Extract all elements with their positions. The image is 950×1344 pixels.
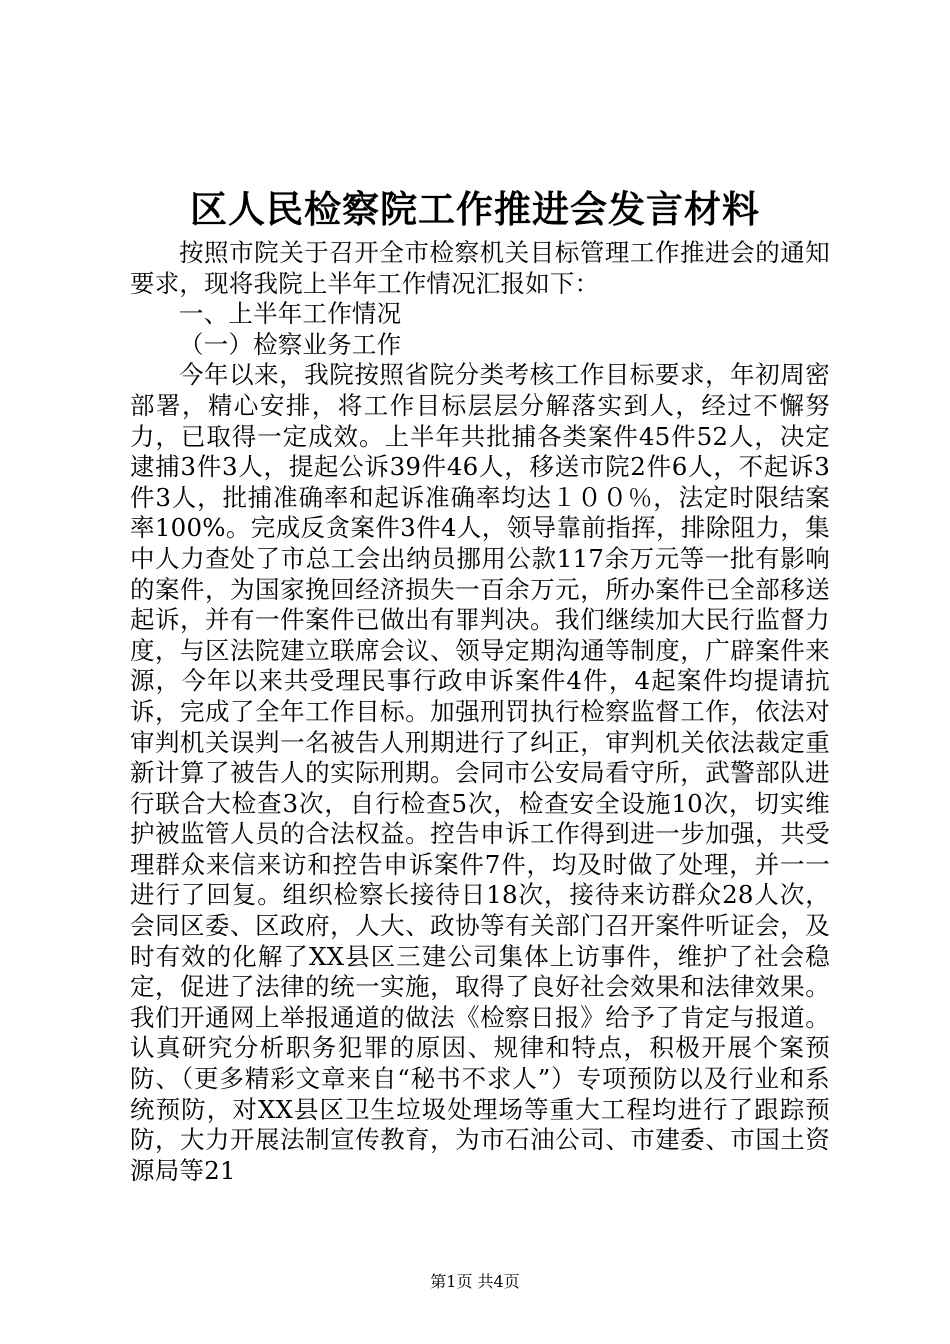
page-number-footer: 第1页 共4页: [430, 1272, 520, 1291]
section-heading: 一、上半年工作情况: [179, 299, 402, 329]
intro-paragraph: 按照市院关于召开全市检察机关目标管理工作推进会的通知要求，现将我院上半年工作情况汇报如下：: [130, 238, 830, 298]
body-paragraph: 今年以来，我院按照省院分类考核工作目标要求，年初周密部署，精心安排，将工作目标层层分解落实到人，经过不懈努力，已取得一定成效。上半年共批捕各类案件45件52人，决定逮捕3件3人，提起公诉39件46人，移送市院2件6人，不起诉3件3人，批捕准确率和起诉准确率均达１００％，法定时限结案率100%。完成反贪案件3件4人，领导靠前指挥，排除阻力，集中人力查处了市总工会出纳员挪用公款117余万元等一批有影响的案件，为国家挽回经济损失一百余万元，所办案件已全部移送起诉，并有一件案件已做出有罪判决。我们继续加大民行监督力度，与区法院建立联席会议、领导定期沟通等制度，广辟案件来源，今年以来共受理民事行政申诉案件4件，4起案件均提请抗诉，完成了全年工作目标。加强刑罚执行检察监督工作，依法对审判机关误判一名被告人刑期进行了纠正，审判机关依法裁定重新计算了被告人的实际刑期。会同市公安局看守所，武警部队进行联合大检查3次，自行检查5次，检查安全设施10次，切实维护被监管人员的合法权益。控告申诉工作得到进一步加强，共受理群众来信来访和控告申诉案件7件，均及时做了处理，并一一进行了回复。组织检察长接待日18次，接待来访群众28人次，会同区委、区政府，人大、政协等有关部门召开案件听证会，及时有效的化解了XX县区三建公司集体上访事件，维护了社会稳定，促进了法律的统一实施，取得了良好社会效果和法律效果。我们开通网上举报通道的做法《检察日报》给予了肯定与报道。认真研究分析职务犯罪的原因、规律和特点，积极开展个案预防、（更多精彩文章来自“秘书不求人”）专项预防以及行业和系统预防，对XX县区卫生垃圾处理场等重大工程均进行了跟踪预防，大力开展法制宣传教育，为市石油公司、市建委、市国土资源局等21: [130, 360, 830, 1185]
subsection-heading: （一）检察业务工作: [179, 329, 402, 359]
document-body: [130, 238, 830, 1186]
document-title: 区人民检察院工作推进会发言材料: [190, 187, 760, 231]
